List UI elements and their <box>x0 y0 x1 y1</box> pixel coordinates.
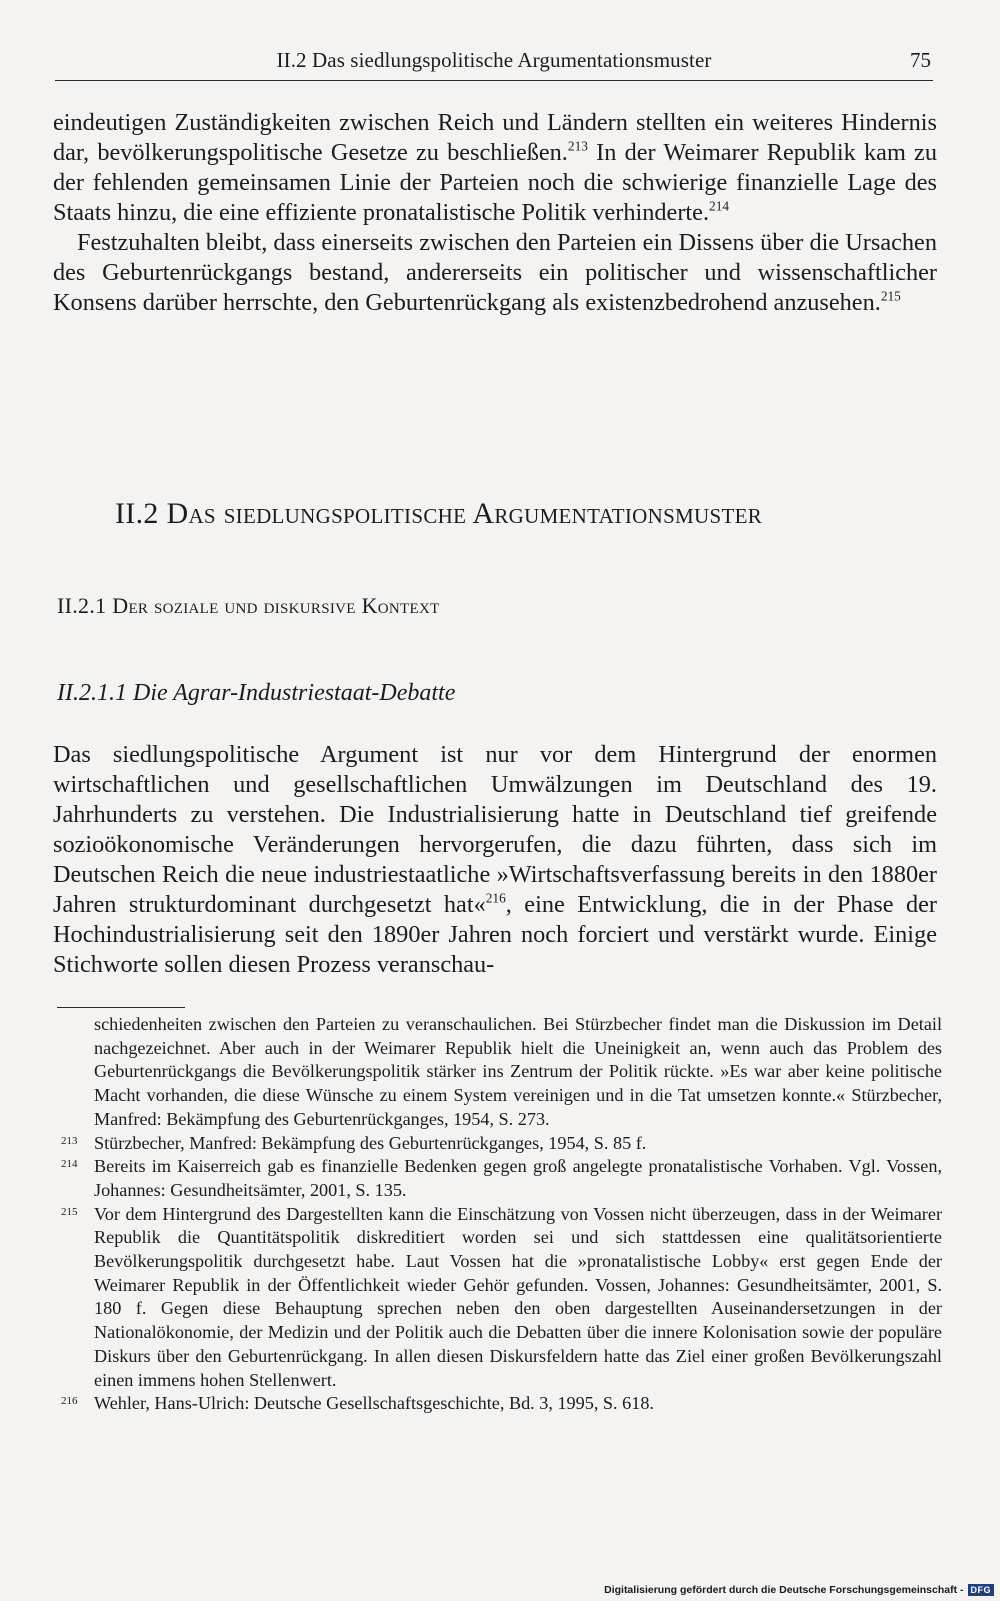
subsubsection-heading: II.2.1.1 Die Agrar-Industriestaat-Debatte <box>57 680 456 706</box>
footnote-divider <box>57 1007 185 1008</box>
footnote-continued: schiedenheiten zwischen den Parteien zu veranschaulichen. Bei Stürzbecher findet man die Diskussion im Detail nachgezeichnet. Aber auch in der Weimarer Republik hielt die Uneinigkeit an, wenn auch das Problem des Geburtenrückgangs die Bevölkerungspolitik stärker ins Zentrum der Politik rückte. »Es war aber keine politische Macht vorhanden, die diese Wünsche zu einem System vereinigen und in die Tat umsetzen konnte.« Stürzbecher, Manfred: Bekämpfung des Geburtenrückganges, 1954, S. 273. <box>94 1014 942 1129</box>
footnote-number: 215 <box>61 1205 78 1218</box>
footnote-number: 214 <box>61 1158 78 1171</box>
footnote-215: 215 Vor dem Hintergrund des Dargestellten kann die Einschätzung von Vossen nicht überzeugen, dass in der Weimarer Republik die Quantitätspolitik diskreditiert worden sei und sich stattdessen eine qualitätsorientierte Bevölkerungspolitik durchgesetzt habe. Laut Vossen hat die »pronatalistische Lobby« erst gegen Ende der Weimarer Republik in der Öffentlichkeit wieder Gehör gefunden. Vossen, Johannes: Gesundheitsämter, 2001, S. 180 f. Gegen diese Behauptung sprechen neben den oben dargestellten Auseinandersetzungen in der Nationalökonomie, der Medizin und der Politik auch die Debatten über die innere Kolonisation sowie der populäre Diskurs über den Geburtenrückgang. In allen diesen Diskursfeldern hatte das Ziel einer großen Bevölkerungszahl einen immens hohen Stellenwert. <box>61 1203 942 1390</box>
running-header <box>55 44 933 81</box>
section-heading: II.2 Das siedlungspolitische Argumentationsmuster <box>115 497 763 530</box>
paragraph: Das siedlungspolitische Argument ist nur vor dem Hintergrund der enormen wirtschaftlichen und gesellschaftlichen Umwälzungen im Deutschland des 19. Jahrhunderts zu verstehen. Die Industrialisierung hatte in Deutschland tief greifende sozioökonomische Veränderungen hervorgerufen, die dazu führten, dass sich im Deutschen Reich die neue industriestaatliche »Wirtschaftsverfassung bereits in den 1880er Jahren strukturdominant durchgesetzt hat«$^{216}$, eine Entwicklung, die in der Phase der Hochindustrialisierung seit den 1890er Jahren noch forciert und verstärkt wurde. Einige Stichworte sollen diesen Prozess veranschau- <box>53 741 937 978</box>
footnote-ref[interactable]: 214 <box>709 198 730 214</box>
footnote-213: 213 Stürzbecher, Manfred: Bekämpfung des Geburtenrückganges, 1954, S. 85 f. <box>61 1132 647 1153</box>
banner-text: Digitalisierung gefördert durch die Deutsche Forschungsgemeinschaft - <box>604 1584 964 1596</box>
paragraph: eindeutigen Zuständigkeiten zwischen Reich und Ländern stellten ein weiteres Hindernis dar, bevölkerungspolitische Gesetze zu beschließen.$^{213}$ In der Weimarer Republik kam zu der fehlenden gemeinsamen Linie der Parteien noch die schwierige finanzielle Lage des Staats hinzu, die eine effiziente pronatalistische Politik verhinderte.$^{214}$ <box>53 109 937 226</box>
subsection-heading: II.2.1 Der soziale und diskursive Kontext <box>57 593 440 618</box>
footnote-ref[interactable]: 215 <box>880 288 901 304</box>
paragraph: Festzuhalten bleibt, dass einerseits zwischen den Parteien ein Dissens über die Ursachen des Geburtenrückgangs bestand, andererseits ein politischer und wissenschaftlicher Konsens darüber herrschte, den Geburtenrückgang als existenzbedrohend anzusehen.$^{215}$ <box>53 229 937 316</box>
footnote-216: 216 Wehler, Hans-Ulrich: Deutsche Gesellschaftsgeschichte, Bd. 3, 1995, S. 618. <box>61 1393 654 1414</box>
running-title: II.2 Das siedlungspolitische Argumentationsmuster <box>276 48 712 72</box>
footnote-number: 213 <box>61 1134 78 1147</box>
body-text-main <box>53 740 937 980</box>
footnotes <box>57 1013 942 1416</box>
digitization-banner <box>604 1584 994 1596</box>
footnote-number: 216 <box>61 1395 78 1408</box>
footnote-ref[interactable]: 216 <box>485 890 506 906</box>
dfg-logo: DFG <box>968 1584 995 1596</box>
page-number: 75 <box>910 48 931 72</box>
footnote-214: 214 Bereits im Kaiserreich gab es finanzielle Bedenken gegen groß angelegte pronatalistische Vorhaben. Vgl. Vossen, Johannes: Gesundheitsämter, 2001, S. 135. <box>61 1156 942 1200</box>
body-text-top <box>53 108 937 318</box>
footnote-ref[interactable]: 213 <box>567 138 588 154</box>
